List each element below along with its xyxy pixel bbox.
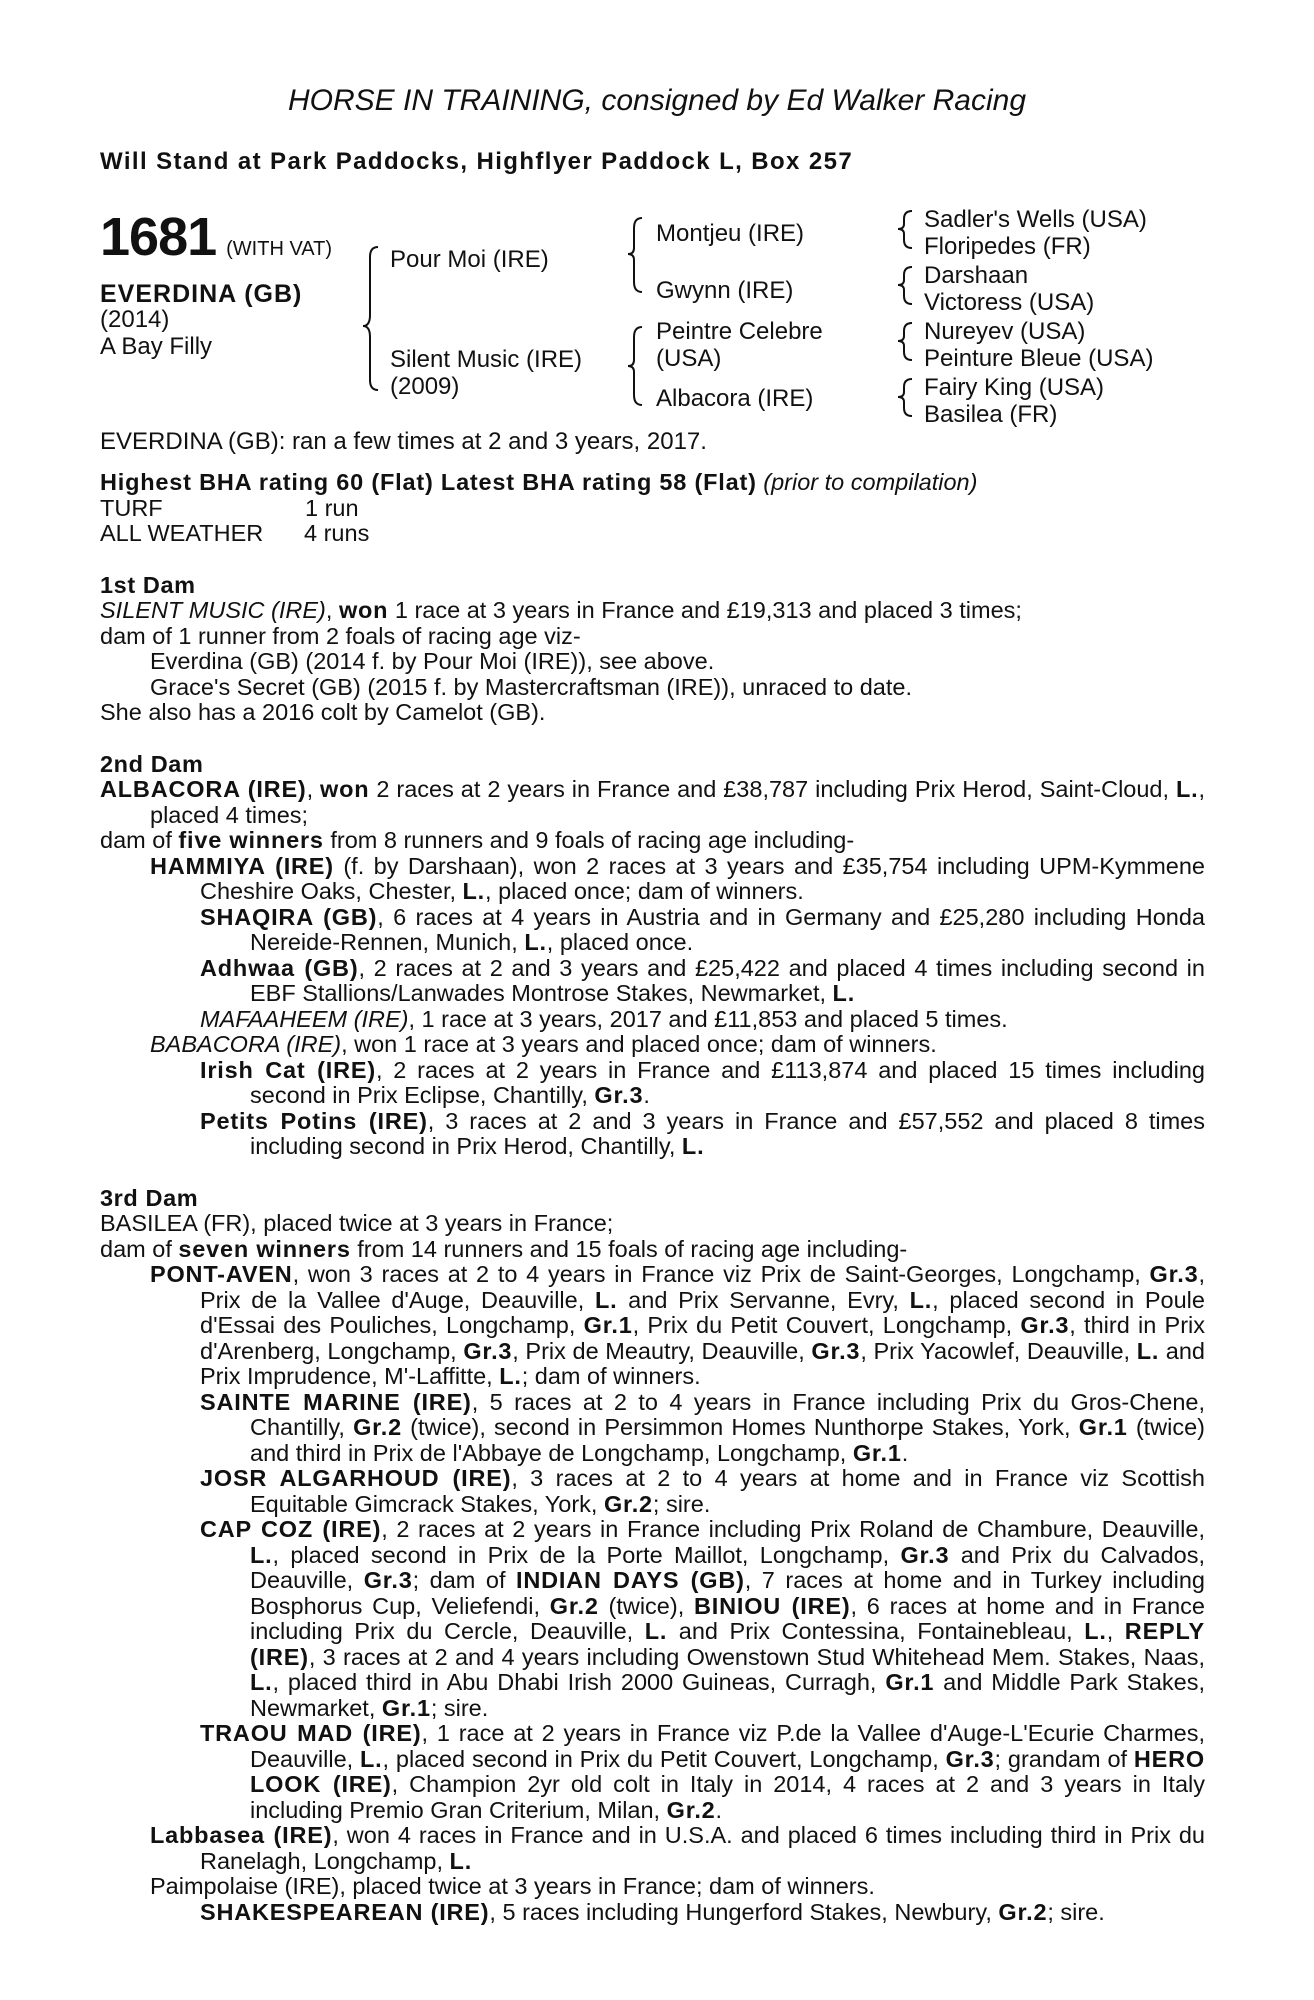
progeny-babacora: BABACORA (IRE), won 1 race at 3 years and placed once; dam of winners. <box>150 1031 937 1057</box>
turf-runs <box>100 496 1205 522</box>
vat-note: (WITH VAT) <box>226 238 333 260</box>
aw-label: ALL WEATHER <box>100 520 264 546</box>
second-dam-text: ALBACORA (IRE), won 2 races at 2 years in France and £38,787 including Prix Herod, Saint-Cloud, L., placed 4 times; <box>100 776 1205 828</box>
ggs-7: Fairy King (USA) <box>924 374 1105 401</box>
third-dam-heading: 3rd Dam <box>100 1184 199 1211</box>
ggs-6: Peinture Bleue (USA) <box>924 345 1154 372</box>
lot-number-value: 1681 <box>100 207 217 267</box>
progeny-shaqira: SHAQIRA (GB), 6 races at 4 years in Austria and in Germany and £25,280 including Honda Nereide-Rennen, Munich, L., placed once. <box>200 903 1205 955</box>
catalogue-body: Highest BHA rating 60 (Flat) Latest BHA rating 58 (Flat) (prior to compilation) TURF 1 run ALL WEATHER 4 runs 1st Dam SILENT MUSIC (IRE), won 1 race at 3 years in France and £19,313 and placed 3 times; dam of 1 runner from 2 foals of racing age viz- Everdina (GB) (2014 f. by Pour Moi (IRE)), see above. Grace's Secret (GB) (2015 f. by Mastercraftsman (IRE)), unraced to date. She also has a 2016 colt by Camelot (GB). 2nd Dam ALBACORA (IRE), won 2 races at 2 years in France and £38,787 including Prix Herod, Saint-Cloud, L., placed 4 times; dam of five winners from 8 runners and 9 foals of racing age including- HAMMIYA (IRE) (f. by Darshaan), won 2 races at 3 years and £35,754 including UPM-Kymmene Cheshire Oaks, Chester, L., placed once; dam of winners. SHAQIRA (GB), 6 races at 4 years in Austria and in Germany and £25,280 including Honda Nereide-Rennen, Munich, L., placed once. Adhwaa (GB), 2 races at 2 and 3 years and £25,422 and placed 4 times including second in EBF Stallions/Lanwades Montrose Stakes, Newmarket, L. MAFAAHEEM (IRE), 1 race at 3 years, 2017 and £11,853 and placed 5 times. BABACORA (IRE), won 1 race at 3 years and placed once; dam of winners. Irish Cat (IRE), 2 races at 2 years in France and £113,874 and placed 15 times including second in Prix Eclipse, Chantilly, Gr.3. Petits Potins (IRE), 3 races at 2 and 3 years in France and £57,552 and placed 8 times including second in Prix Herod, Chantilly, L. 3rd Dam BASILEA (FR), placed twice at 3 years in France; dam of seven winners from 14 runners and 15 foals of racing age including- PONT-AVEN, won 3 races at 2 to 4 years in France viz Prix de Saint-Georges, Longchamp, Gr.3, Prix de la Vallee d'Auge, Deauville, L. and Prix Servanne, Evry, L., placed second in Poule d'Essai des Pouliches, Longchamp, Gr.1, Prix du Petit Couvert, Longchamp, Gr.3, third in Prix d'Arenberg, Longchamp, Gr.3, Prix de Meautry, Deauville, Gr.3, Prix Yacowlef, Deauville, L. and Prix Imprudence, M'-Laffitte, L.; dam of winners. SAINTE MARINE (IRE), 5 races at 2 to 4 years in France including Prix du Gros-Chene, Chantilly, Gr.2 (twice), second in Persimmon Homes Nunthorpe Stakes, York, Gr.1 (twice) and third in Prix de l'Abbaye de Longchamp, Longchamp, Gr.1. JOSR ALGARHOUD (IRE), 3 races at 2 to 4 years at home and in France viz Scottish Equitable Gimcrack Stakes, York, Gr.2; sire. CAP COZ (IRE), 2 races at 2 years in France including Prix Roland de Chambure, Deauville, L., placed second in Prix de la Porte Maillot, Longchamp, Gr.3 and Prix du Calvados, Deauville, Gr.3; dam of INDIAN DAYS (GB), 7 races at home and in Turkey including Bosphorus Cup, Veliefendi, Gr.2 (twice), BINIOU (IRE), 6 races at home and in France including Prix du Cercle, Deauville, L. and Prix Contessina, Fontainebleau, L., REPLY (IRE), 3 races at 2 and 4 years including Owenstown Stud Whitehead Mem. Stakes, Naas, L., placed third in Abu Dhabi Irish 2000 Guineas, Curragh, Gr.1 and Middle Park Stakes, Newmarket, Gr.1; sire. TRAOU MAD (IRE), 1 race at 2 years in France viz P.de la Vallee d'Auge-L'Ecurie Charmes, Deauville, L., placed second in Prix du Petit Couvert, Longchamp, Gr.3; grandam of HERO LOOK (IRE), Champion 2yr old colt in Italy in 2014, 4 races at 2 and 3 years in Italy including Premio Gran Criterium, Milan, Gr.2. Labbasea (IRE), won 4 races in France and in U.S.A. and placed 6 times including third in Prix du Ranelagh, Longchamp, L. Paimpolaise (IRE), placed twice at 3 years in France; dam of winners. SHAKESPEAREAN (IRE), 5 races including Hungerford Stakes, Newbury, Gr.2; sire. <box>100 469 1206 1925</box>
horse-description: A Bay Filly <box>100 333 213 360</box>
page-header: HORSE IN TRAINING, consigned by Ed Walker Racing <box>287 84 1027 117</box>
ggs-2: Floripedes (FR) <box>924 233 1091 260</box>
bha-rating <box>100 470 1205 496</box>
horse-name: EVERDINA (GB) <box>100 280 303 308</box>
second-dam-heading: 2nd Dam <box>100 750 204 777</box>
progeny-graces-secret: Grace's Secret (GB) (2015 f. by Mastercraftsman (IRE)), unraced to date. <box>150 673 912 700</box>
progeny-traou-mad: TRAOU MAD (IRE), 1 race at 2 years in France viz P.de la Vallee d'Auge-L'Ecurie Charmes, Deauville, L., placed second in Prix du Petit Couvert, Longchamp, Gr.3; grandam of HERO LOOK (IRE), Champion 2yr old colt in Italy in 2014, 4 races at 2 and 3 years in Italy including Premio Gran Criterium, Milan, Gr.2. <box>200 1720 1205 1823</box>
foaling-year: (2014) <box>100 306 170 333</box>
progeny-sainte-marine: SAINTE MARINE (IRE), 5 races at 2 to 4 years in France including Prix du Gros-Chene, Chantilly, Gr.2 (twice), second in Persimmon Homes Nunthorpe Stakes, York, Gr.1 (twice) and third in Prix de l'Abbaye de Longchamp, Longchamp, Gr.1. <box>200 1388 1206 1466</box>
progeny-labbasea: Labbasea (IRE), won 4 races in France and in U.S.A. and placed 6 times including third in Prix du Ranelagh, Longchamp, L. <box>150 1822 1205 1874</box>
progeny-cap-coz: CAP COZ (IRE), 2 races at 2 years in France including Prix Roland de Chambure, Deauville, L., placed second in Prix de la Porte Maillot, Longchamp, Gr.3 and Prix du Calvados, Deauville, Gr.3; dam of INDIAN DAYS (GB), 7 races at home and in Turkey including Bosphorus Cup, Veliefendi, Gr.2 (twice), BINIOU (IRE), 6 races at home and in France including Prix du Cercle, Deauville, L. and Prix Contessina, Fontainebleau, L., REPLY (IRE), 3 races at 2 and 4 years including Owenstown Stud Whitehead Mem. Stakes, Naas, L., placed third in Abu Dhabi Irish 2000 Guineas, Curragh, Gr.1 and Middle Park Stakes, Newmarket, Gr.1; sire. <box>200 1516 1206 1721</box>
sires-sire: Montjeu (IRE) <box>656 220 805 247</box>
progeny-pont-aven: PONT-AVEN, won 3 races at 2 to 4 years in France viz Prix de Saint-Georges, Longchamp, Gr.3, Prix de la Vallee d'Auge, Deauville, L. and Prix Servanne, Evry, L., placed second in Poule d'Essai des Pouliches, Longchamp, Gr.1, Prix du Petit Couvert, Longchamp, Gr.3, third in Prix d'Arenberg, Longchamp, Gr.3, Prix de Meautry, Deauville, Gr.3, Prix Yacowlef, Deauville, L. and Prix Imprudence, M'-Laffitte, L.; dam of winners. <box>150 1261 1206 1389</box>
ggs-1: Sadler's Wells (USA) <box>924 206 1147 233</box>
dam-year: (2009) <box>390 373 460 400</box>
dams-sire-line1: Peintre Celebre <box>656 318 823 345</box>
first-dam-heading: 1st Dam <box>100 571 196 598</box>
race-summary: EVERDINA (GB): ran a few times at 2 and 3 years, 2017. <box>100 428 707 455</box>
progeny-josr-algarhoud: JOSR ALGARHOUD (IRE), 3 races at 2 to 4 years at home and in France viz Scottish Equitable Gimcrack Stakes, York, Gr.2; sire. <box>200 1465 1205 1517</box>
dams-sire-line2: (USA) <box>656 345 722 372</box>
ggs-3: Darshaan <box>924 262 1029 289</box>
progeny-paimpolaise: Paimpolaise (IRE), placed twice at 3 years in France; dam of winners. <box>150 1873 875 1899</box>
stand-location: Will Stand at Park Paddocks, Highflyer Paddock L, Box 257 <box>100 148 854 175</box>
turf-label: TURF <box>100 494 163 521</box>
aw-runs <box>100 521 1205 547</box>
first-dam-text: SILENT MUSIC (IRE), won 1 race at 3 years in France and £19,313 and placed 3 times; <box>100 597 1022 623</box>
progeny-hammiya: HAMMIYA (IRE) (f. by Darshaan), won 2 races at 3 years and £35,754 including UPM-Kymmene Cheshire Oaks, Chester, L., placed once; dam of winners. <box>150 852 1205 904</box>
bha-rating-note: (prior to compilation) <box>763 469 978 495</box>
progeny-petits-potins: Petits Potins (IRE), 3 races at 2 and 3 years in France and £57,552 and placed 8 times including second in Prix Herod, Chantilly, L. <box>200 1107 1205 1159</box>
ggs-4: Victoress (USA) <box>924 289 1095 316</box>
turf-value: 1 run <box>305 494 359 521</box>
progeny-mafaaheem: MAFAAHEEM (IRE), 1 race at 3 years, 2017 and £11,853 and placed 5 times. <box>200 1005 1008 1032</box>
sire: Pour Moi (IRE) <box>390 246 549 273</box>
ggs-5: Nureyev (USA) <box>924 318 1086 345</box>
dam-name: Silent Music (IRE) <box>390 346 583 373</box>
dams-dam: Albacora (IRE) <box>656 385 814 412</box>
progeny-adhwaa: Adhwaa (GB), 2 races at 2 and 3 years and £25,422 and placed 4 times including second in EBF Stallions/Lanwades Montrose Stakes, Newmarket, L. <box>200 954 1205 1006</box>
progeny-shakespearean: SHAKESPEAREAN (IRE), 5 races including Hungerford Stakes, Newbury, Gr.2; sire. <box>200 1898 1105 1925</box>
third-dam-text: BASILEA (FR), placed twice at 3 years in France; <box>100 1210 614 1236</box>
progeny-everdina: Everdina (GB) (2014 f. by Pour Moi (IRE)), see above. <box>150 648 715 674</box>
ggs-8: Basilea (FR) <box>924 401 1058 428</box>
sires-dam: Gwynn (IRE) <box>656 277 794 304</box>
progeny-irish-cat: Irish Cat (IRE), 2 races at 2 years in France and £113,874 and placed 15 times including second in Prix Eclipse, Chantilly, Gr.3. <box>200 1056 1205 1108</box>
bha-rating-text: Highest BHA rating 60 (Flat) Latest BHA rating 58 (Flat) <box>100 469 757 495</box>
aw-value: 4 runs <box>304 520 370 546</box>
